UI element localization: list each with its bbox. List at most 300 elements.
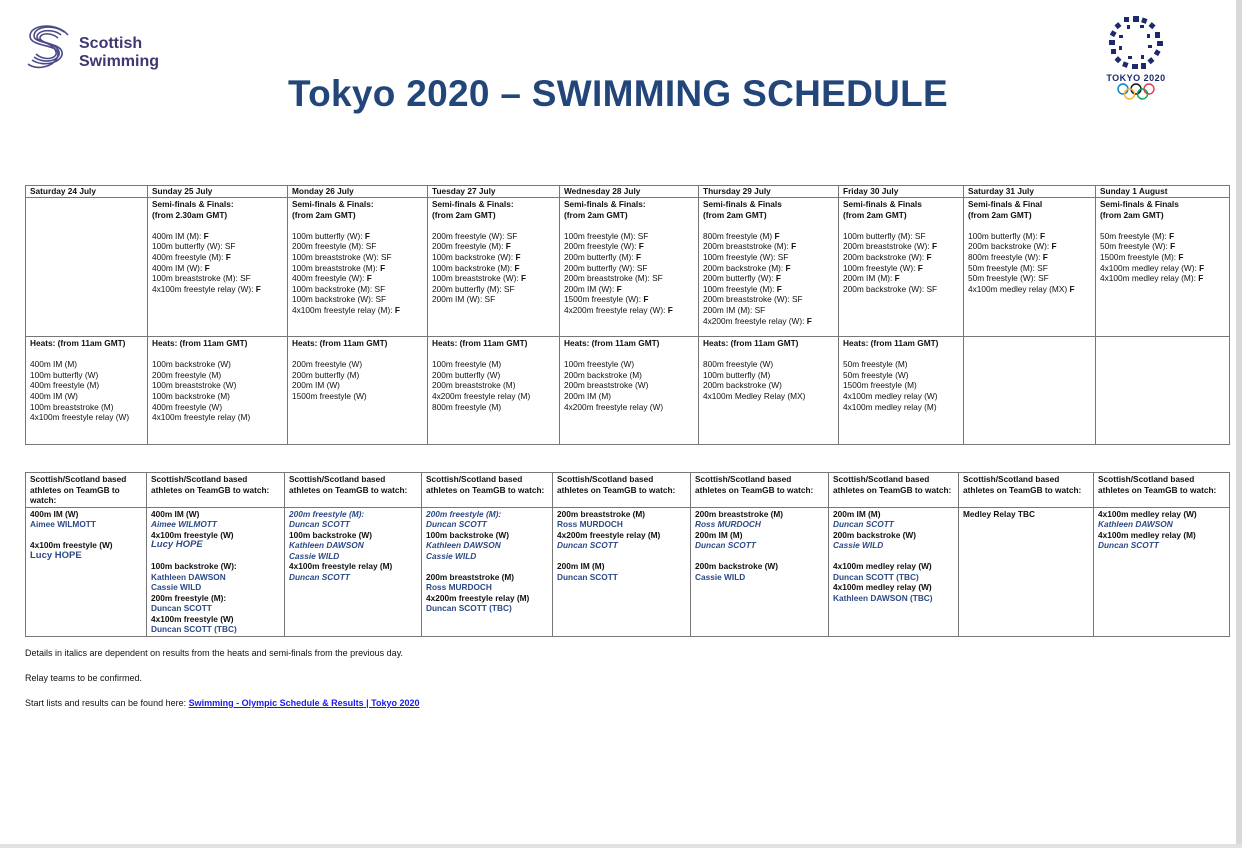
heats-heading: Heats: (from 11am GMT) <box>843 338 939 348</box>
athletes-event: 100m backstroke (W) <box>289 529 373 540</box>
athletes-event: 4x100m medley relay (W) <box>833 561 932 572</box>
athletes-row <box>26 507 1230 636</box>
finals-event <box>292 231 423 242</box>
event-round: F <box>366 273 372 284</box>
athletes-heading: Scottish/Scotland based athletes on TeamGB to watch: <box>285 473 422 508</box>
heats-cell <box>560 337 699 445</box>
athletes-event: 200m freestyle (M): <box>289 508 365 519</box>
athlete-name: Duncan SCOTT <box>289 519 350 529</box>
athletes-heading: Scottish/Scotland based athletes on TeamGB to watch: <box>959 473 1094 508</box>
spacer <box>564 349 694 360</box>
event-round: F <box>635 251 642 262</box>
heats-event: 100m butterfly (W) <box>30 369 99 380</box>
page-title: Tokyo 2020 – SWIMMING SCHEDULE <box>287 73 949 114</box>
event-name: 50m freestyle (W): SF <box>968 273 1049 284</box>
spacer <box>703 220 834 231</box>
finals-event <box>432 273 555 284</box>
heats-event: 200m freestyle (M) <box>152 369 222 380</box>
athletes-cell <box>553 507 691 636</box>
finals-event <box>968 241 1091 252</box>
finals-time: (from 2am GMT) <box>564 209 628 220</box>
heats-event: 4x200m freestyle relay (W) <box>564 401 664 412</box>
event-name: 4x200m freestyle relay (W): <box>703 315 807 326</box>
spacer <box>564 220 694 231</box>
event-name: 4x100m medley relay (M): <box>1100 273 1199 284</box>
spacer <box>152 220 283 231</box>
finals-event <box>703 273 834 284</box>
event-round: F <box>514 262 520 273</box>
athletes-event: 4x200m freestyle relay (M) <box>426 592 530 603</box>
heats-event: 200m butterfly (M) <box>292 369 360 380</box>
heats-event: 200m butterfly (W) <box>432 369 501 380</box>
event-name: 100m butterfly (W): <box>292 230 365 241</box>
heats-event: 4x100m medley relay (M) <box>843 401 937 412</box>
heats-heading: Heats: (from 11am GMT) <box>564 338 660 348</box>
spacer <box>426 561 548 572</box>
heats-event: 1500m freestyle (M) <box>843 380 917 391</box>
event-name: 100m breaststroke (W): SF <box>292 251 392 262</box>
event-round: F <box>204 262 210 273</box>
event-name: 100m butterfly (M): <box>968 230 1040 241</box>
athletes-event: 200m breaststroke (M) <box>426 571 515 582</box>
athletes-heading: Scottish/Scotland based athletes on TeamGB to watch: <box>422 473 553 508</box>
day-header: Tuesday 27 July <box>428 186 560 198</box>
athlete-name: Ross MURDOCH <box>695 519 761 529</box>
athletes-event: 200m freestyle (M): <box>426 508 502 519</box>
finals-event <box>703 316 834 327</box>
event-name: 200m backstroke (M): <box>703 262 786 273</box>
spacer <box>843 220 959 231</box>
athlete-name: Duncan SCOTT <box>557 540 618 550</box>
athletes-cell <box>829 507 959 636</box>
heats-cell <box>839 337 964 445</box>
finals-event <box>432 241 555 252</box>
athlete-name: Duncan SCOTT <box>426 519 487 529</box>
finals-event <box>152 252 283 263</box>
day-header: Thursday 29 July <box>699 186 839 198</box>
event-round: F <box>616 283 622 294</box>
event-name: 100m backstroke (M): <box>432 262 515 273</box>
athlete-name: Duncan SCOTT <box>557 571 618 582</box>
event-round: F <box>791 241 797 252</box>
event-round: F <box>1039 230 1046 241</box>
event-name: 200m butterfly (W): SF <box>564 262 648 273</box>
athletes-heading: Scottish/Scotland based athletes on TeamGB to watch: <box>147 473 285 508</box>
heats-heading: Heats: (from 11am GMT) <box>432 338 528 348</box>
finals-heading: Semi-finals & Finals: <box>152 199 234 209</box>
athlete-name: Cassie WILD <box>289 550 340 561</box>
start-lists-label: Start lists and results can be found here: <box>25 698 189 708</box>
event-round: F <box>203 230 209 241</box>
athlete-name: Cassie WILD <box>426 550 477 561</box>
heats-event: 200m backstroke (M) <box>564 369 642 380</box>
event-round: F <box>1170 241 1176 252</box>
finals-heading: Semi-finals & Finals: <box>292 199 374 209</box>
heats-event: 100m butterfly (M) <box>703 369 771 380</box>
event-round: F <box>667 304 673 315</box>
finals-event <box>152 241 283 252</box>
athletes-event: 4x100m freestyle relay (M) <box>289 561 393 571</box>
spacer <box>432 220 555 231</box>
finals-event <box>564 284 694 295</box>
finals-heading: Semi-finals & Final <box>968 199 1043 209</box>
event-name: 200m breaststroke (W): SF <box>703 294 803 305</box>
athletes-event: 4x100m medley relay (W) <box>833 582 932 593</box>
notes-section <box>25 648 420 723</box>
finals-event <box>432 294 555 305</box>
heats-event: 200m IM (W) <box>292 380 340 391</box>
athlete-name: Duncan SCOTT <box>1098 540 1159 550</box>
event-name: 100m breaststroke (M): <box>292 262 381 273</box>
event-round: F <box>643 294 649 305</box>
tokyo-2020-logo-text: TOKYO 2020 <box>1106 73 1166 83</box>
event-name: 100m butterfly (W): SF <box>152 241 236 252</box>
athlete-name: Duncan SCOTT <box>833 519 894 529</box>
page-edge-right <box>1236 0 1242 848</box>
spacer <box>152 349 283 360</box>
spacer <box>557 551 686 562</box>
day-header: Saturday 31 July <box>964 186 1096 198</box>
finals-cell <box>839 198 964 337</box>
event-name: 800m freestyle (M) <box>703 230 775 241</box>
event-name: 200m backstroke (W): <box>843 251 927 262</box>
day-header: Wednesday 28 July <box>560 186 699 198</box>
heats-event: 400m IM (M) <box>30 359 78 370</box>
athlete-name: Kathleen DAWSON (TBC) <box>833 592 933 603</box>
finals-heading: Semi-finals & Finals <box>843 199 922 209</box>
finals-event <box>564 231 694 242</box>
athletes-cell <box>1094 507 1230 636</box>
athletes-table <box>25 472 1230 637</box>
event-round: F <box>515 251 521 262</box>
finals-event <box>564 305 694 316</box>
event-name: 200m IM (M): <box>843 273 895 284</box>
athletes-cell <box>285 507 422 636</box>
event-name: 100m freestyle (W): SF <box>703 251 789 262</box>
finals-event <box>432 263 555 274</box>
day-header: Sunday 25 July <box>148 186 288 198</box>
heats-event: 200m backstroke (W) <box>703 380 782 391</box>
event-round: F <box>380 262 386 273</box>
heats-row <box>26 337 1230 445</box>
event-name: 200m breaststroke (W): <box>843 241 932 252</box>
heats-event: 4x100m Medley Relay (MX) <box>703 390 806 401</box>
schedule-table <box>25 185 1230 445</box>
athletes-event: 200m breaststroke (M) <box>695 508 784 519</box>
finals-event <box>564 263 694 274</box>
event-name: 400m freestyle (W): <box>292 273 367 284</box>
athlete-name: Aimee WILMOTT <box>151 519 217 529</box>
heats-event: 4x200m freestyle relay (M) <box>432 390 531 401</box>
finals-event <box>292 284 423 295</box>
event-name: 200m breaststroke (M): <box>703 241 792 252</box>
event-name: 200m butterfly (M): SF <box>432 283 515 294</box>
event-name: 100m freestyle (M): SF <box>564 230 649 241</box>
athlete-name: Kathleen DAWSON <box>289 540 364 550</box>
finals-time: (from 2am GMT) <box>1100 209 1164 220</box>
athlete-name: Cassie WILD <box>833 540 884 550</box>
event-name: 400m IM (M): <box>152 230 204 241</box>
event-round: F <box>638 241 644 252</box>
athlete-name: Ross MURDOCH <box>426 582 492 593</box>
finals-heading: Semi-finals & Finals: <box>564 199 646 209</box>
finals-event <box>968 263 1091 274</box>
finals-time: (from 2am GMT) <box>968 209 1032 220</box>
event-round: F <box>364 230 370 241</box>
event-name: 200m IM (M): SF <box>703 304 766 315</box>
finals-time: (from 2am GMT) <box>432 209 496 220</box>
event-round: F <box>255 283 261 294</box>
spacer <box>432 349 555 360</box>
event-name: 200m IM (W): <box>564 283 617 294</box>
event-name: 50m freestyle (M): <box>1100 230 1170 241</box>
event-name: 200m freestyle (M): <box>432 241 506 252</box>
event-round: F <box>1198 273 1204 284</box>
event-name: 400m freestyle (M): <box>152 251 226 262</box>
finals-cell <box>699 198 839 337</box>
finals-event <box>968 284 1091 295</box>
finals-event <box>432 284 555 295</box>
finals-event <box>292 305 423 316</box>
event-round: F <box>1178 251 1184 262</box>
event-round: F <box>917 262 923 273</box>
event-name: 4x100m freestyle relay (M): <box>292 304 395 315</box>
finals-event <box>703 263 834 274</box>
finals-event <box>152 231 283 242</box>
finals-event <box>1100 241 1225 252</box>
finals-event <box>564 252 694 263</box>
athletes-event: 200m freestyle (M): <box>151 592 227 603</box>
finals-event <box>432 231 555 242</box>
heats-event: 800m freestyle (M) <box>432 401 502 412</box>
event-name: 200m breaststroke (M): SF <box>564 273 663 284</box>
finals-event <box>843 252 959 263</box>
event-name: 100m breaststroke (W): <box>432 273 521 284</box>
event-round: F <box>1169 230 1175 241</box>
event-name: 100m freestyle (M): <box>703 283 777 294</box>
heats-cell <box>1096 337 1230 445</box>
heats-event: 400m IM (W) <box>30 390 78 401</box>
finals-event <box>968 273 1091 284</box>
scottish-swimming-logo-icon <box>24 22 72 70</box>
event-name: 4x100m medley relay (MX) <box>968 283 1070 294</box>
finals-time: (from 2am GMT) <box>703 209 767 220</box>
finals-row <box>26 198 1230 337</box>
finals-event <box>843 231 959 242</box>
event-name: 4x100m medley relay (W): <box>1100 262 1200 273</box>
event-name: 50m freestyle (W): <box>1100 241 1171 252</box>
day-header-row <box>26 186 1230 198</box>
event-name: 1500m freestyle (M): <box>1100 251 1179 262</box>
finals-cell <box>560 198 699 337</box>
athletes-event: 4x100m medley relay (W) <box>1098 508 1197 519</box>
logo-line-2: Swimming <box>79 53 160 70</box>
spacer <box>833 551 954 562</box>
athletes-event: 200m IM (M) <box>833 508 881 519</box>
logo-line-1: Scottish <box>79 35 143 52</box>
event-name: 200m freestyle (W): <box>564 241 639 252</box>
athletes-heading: Scottish/Scotland based athletes on TeamGB to watch: <box>26 473 147 508</box>
event-round: F <box>1042 251 1048 262</box>
finals-event <box>843 241 959 252</box>
heats-cell <box>964 337 1096 445</box>
finals-event <box>432 252 555 263</box>
spacer <box>1100 220 1225 231</box>
event-name: 100m freestyle (W): <box>843 262 918 273</box>
heats-event: 200m breaststroke (W) <box>564 380 649 391</box>
finals-time: (from 2am GMT) <box>292 209 356 220</box>
finals-event <box>152 273 283 284</box>
athlete-name: Kathleen DAWSON <box>1098 519 1173 529</box>
spacer <box>695 551 824 562</box>
event-name: 800m freestyle (W): <box>968 251 1043 262</box>
athletes-event: 100m backstroke (W) <box>426 529 510 540</box>
event-name: 200m butterfly (W): <box>703 273 776 284</box>
spacer <box>968 220 1091 231</box>
athlete-name: Duncan SCOTT <box>289 571 350 582</box>
event-name: 100m backstroke (W): SF <box>292 294 387 305</box>
heats-event: 200m IM (M) <box>564 390 612 401</box>
day-header: Saturday 24 July <box>26 186 148 198</box>
event-name: 200m freestyle (M): SF <box>292 241 377 252</box>
event-round: F <box>521 273 527 284</box>
day-header: Friday 30 July <box>839 186 964 198</box>
spacer <box>292 349 423 360</box>
heats-cell <box>288 337 428 445</box>
heats-event: 200m freestyle (W) <box>292 359 363 370</box>
finals-event <box>292 252 423 263</box>
athlete-name: Aimee WILMOTT <box>30 519 96 529</box>
finals-cell <box>428 198 560 337</box>
finals-heading: Semi-finals & Finals <box>1100 199 1179 209</box>
athlete-name: Duncan SCOTT <box>151 603 212 614</box>
event-name: 200m IM (W): SF <box>432 294 496 305</box>
heats-event: 400m freestyle (W) <box>152 401 223 412</box>
finals-event <box>968 231 1091 242</box>
finals-event <box>292 241 423 252</box>
finals-event <box>1100 231 1225 242</box>
heats-event: 400m freestyle (M) <box>30 380 100 391</box>
athletes-cell <box>422 507 553 636</box>
heats-event: 4x100m freestyle relay (W) <box>30 412 130 423</box>
scottish-swimming-logo <box>24 22 184 72</box>
athlete-name: Lucy HOPE <box>30 549 82 561</box>
page-edge-bottom <box>0 844 1242 848</box>
heats-event: 100m breaststroke (W) <box>152 380 237 391</box>
event-round: F <box>776 283 782 294</box>
finals-event <box>564 273 694 284</box>
event-round: F <box>775 273 781 284</box>
finals-event <box>152 284 283 295</box>
athlete-name: Lucy HOPE <box>151 539 203 550</box>
finals-cell <box>288 198 428 337</box>
event-round: F <box>1069 283 1075 294</box>
athletes-event: 4x100m medley relay (M) <box>1098 529 1196 540</box>
finals-event <box>703 294 834 305</box>
heats-cell <box>428 337 560 445</box>
event-name: 100m butterfly (M): SF <box>843 230 926 241</box>
event-name: 4x200m freestyle relay (W): <box>564 304 668 315</box>
finals-cell-empty <box>26 198 148 337</box>
finals-event <box>843 273 959 284</box>
spacer <box>30 530 142 541</box>
finals-event <box>703 284 834 295</box>
finals-event <box>843 263 959 274</box>
event-name: 1500m freestyle (W): <box>564 294 644 305</box>
athletes-cell <box>26 507 147 636</box>
heats-event: 1500m freestyle (W) <box>292 390 367 401</box>
athlete-name: Duncan SCOTT (TBC) <box>151 624 237 635</box>
heats-event: 4x100m medley relay (W) <box>843 390 938 401</box>
heats-event: 100m freestyle (W) <box>564 359 635 370</box>
athletes-heading: Scottish/Scotland based athletes on TeamGB to watch: <box>691 473 829 508</box>
finals-event <box>292 273 423 284</box>
athlete-name: Duncan SCOTT (TBC) <box>426 603 512 614</box>
finals-event <box>703 231 834 242</box>
finals-heading: Semi-finals & Finals <box>703 199 782 209</box>
heats-heading: Heats: (from 11am GMT) <box>30 338 126 348</box>
finals-heading: Semi-finals & Finals: <box>432 199 514 209</box>
event-name: 200m backstroke (W): <box>968 241 1052 252</box>
event-round: F <box>785 262 791 273</box>
heats-event: 50m freestyle (M) <box>843 359 908 370</box>
heats-event: 800m freestyle (W) <box>703 359 774 370</box>
heats-cell <box>699 337 839 445</box>
finals-time: (from 2am GMT) <box>843 209 907 220</box>
event-round: F <box>505 241 511 252</box>
athletes-heading: Scottish/Scotland based athletes on TeamGB to watch: <box>553 473 691 508</box>
finals-event <box>564 241 694 252</box>
spacer <box>30 349 143 360</box>
athlete-name: Ross MURDOCH <box>557 519 623 529</box>
athletes-cell <box>691 507 829 636</box>
event-round: F <box>932 241 938 252</box>
finals-cell <box>148 198 288 337</box>
finals-event <box>703 252 834 263</box>
finals-event <box>152 263 283 274</box>
heats-event: 50m freestyle (W) <box>843 369 909 380</box>
finals-time: (from 2.30am GMT) <box>152 209 228 220</box>
athletes-event: 400m IM (W) <box>30 508 79 519</box>
athletes-event: 100m backstroke (W): <box>151 561 237 572</box>
heats-event: 100m breaststroke (M) <box>30 401 114 412</box>
athletes-event: 4x100m freestyle (W) <box>30 540 113 551</box>
athletes-event: 200m backstroke (W) <box>833 529 917 540</box>
relay-note: Relay teams to be confirmed. <box>25 673 143 683</box>
tokyo-2020-emblem-icon <box>1107 14 1165 72</box>
event-name: 50m freestyle (M): SF <box>968 262 1048 273</box>
event-name: 100m backstroke (M): SF <box>292 283 386 294</box>
heats-event: 100m backstroke (M) <box>152 390 230 401</box>
athletes-event: 200m IM (M) <box>695 529 743 540</box>
results-link[interactable]: Swimming - Olympic Schedule & Results | Tokyo 2020 <box>188 698 420 708</box>
spacer <box>292 220 423 231</box>
event-round: F <box>774 230 780 241</box>
finals-cell <box>964 198 1096 337</box>
athletes-heading: Scottish/Scotland based athletes on TeamGB to watch: <box>1094 473 1230 508</box>
heats-event: 4x100m freestyle relay (M) <box>152 412 251 423</box>
day-header: Monday 26 July <box>288 186 428 198</box>
event-name: 200m freestyle (W): SF <box>432 230 518 241</box>
event-name: 200m backstroke (W): SF <box>843 283 938 294</box>
athletes-heading-row <box>26 473 1230 508</box>
athlete-name: Kathleen DAWSON <box>151 571 226 582</box>
athletes-event: 4x100m freestyle (W) <box>151 613 234 624</box>
spacer <box>151 551 280 562</box>
event-name: 200m butterfly (M): <box>564 251 636 262</box>
heats-heading: Heats: (from 11am GMT) <box>152 338 248 348</box>
athletes-event: 400m IM (W) <box>151 508 200 519</box>
